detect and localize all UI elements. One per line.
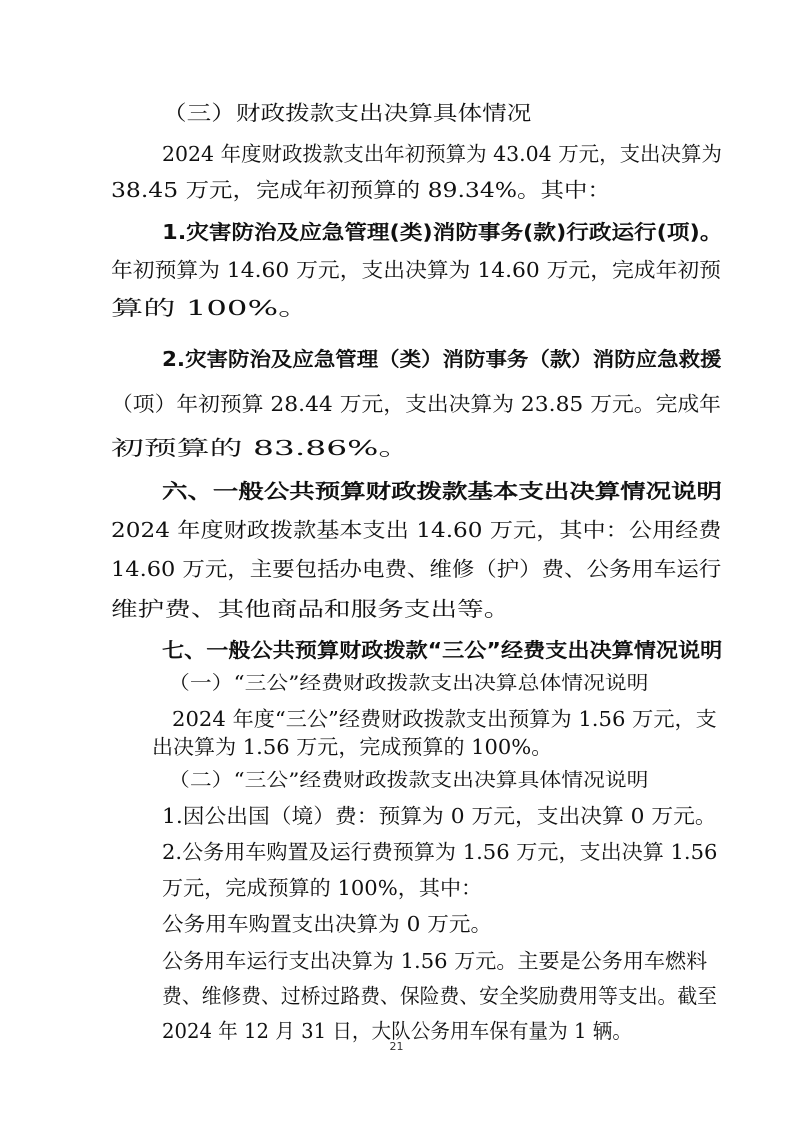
paragraph-line: 2024 年度财政拨款支出年初预算为 43.04 万元，支出决算为 (162, 142, 722, 166)
paragraph-line: 初预算的 83.86%。 (111, 436, 412, 460)
subsection-heading: （二）“三公”经费财政拨款支出决算具体情况说明 (168, 769, 649, 791)
subsection-heading: （三）财政拨款支出决算具体情况 (162, 101, 532, 125)
paragraph-line: 公务用车购置支出决算为 0 万元。 (162, 912, 493, 936)
paragraph-line: 费、维修费、过桥过路费、保险费、安全奖励费用等支出。截至 (162, 984, 717, 1008)
section-heading: 六、一般公共预算财政拨款基本支出决算情况说明 (162, 479, 722, 503)
paragraph-line: 算的 100%。 (111, 296, 311, 320)
subsection-heading: （一）“三公”经费财政拨款支出决算总体情况说明 (168, 672, 649, 694)
item-heading: 2.灾害防治及应急管理（类）消防事务（款）消防应急救援 (162, 347, 722, 371)
paragraph-line: 2024 年 12 月 31 日，大队公务用车保有量为 1 辆。 (162, 1019, 632, 1043)
paragraph-line: 2024 年度“三公”经费财政拨款支出预算为 1.56 万元，支 (172, 707, 717, 731)
paragraph-line: 38.45 万元，完成年初预算的 89.34%。其中： (111, 178, 611, 202)
paragraph-line: 1.因公出国（境）费：预算为 0 万元，支出决算 0 万元。 (162, 804, 717, 828)
section-heading: 七、一般公共预算财政拨款“三公”经费支出决算情况说明 (162, 638, 723, 662)
item-heading: 1.灾害防治及应急管理(类)消防事务(款)行政运行(项)。 (162, 220, 723, 244)
paragraph-line: 2024 年度财政拨款基本支出 14.60 万元，其中：公用经费 (111, 518, 722, 542)
paragraph-line: 14.60 万元，主要包括办电费、维修（护）费、公务用车运行 (111, 557, 722, 581)
page-number: 21 (389, 1040, 404, 1053)
paragraph-line: 维护费、其他商品和服务支出等。 (111, 597, 511, 621)
paragraph-line: 万元，完成预算的 100%，其中： (162, 876, 483, 900)
paragraph-line: 公务用车运行支出决算为 1.56 万元。主要是公务用车燃料 (162, 949, 708, 973)
paragraph-line: 出决算为 1.56 万元，完成预算的 100%。 (152, 735, 553, 759)
paragraph-line: 年初预算为 14.60 万元，支出决算为 14.60 万元，完成年初预 (111, 258, 721, 282)
paragraph-line: （项）年初预算 28.44 万元，支出决算为 23.85 万元。完成年 (111, 392, 721, 416)
paragraph-line: 2.公务用车购置及运行费预算为 1.56 万元，支出决算 1.56 (162, 840, 718, 864)
